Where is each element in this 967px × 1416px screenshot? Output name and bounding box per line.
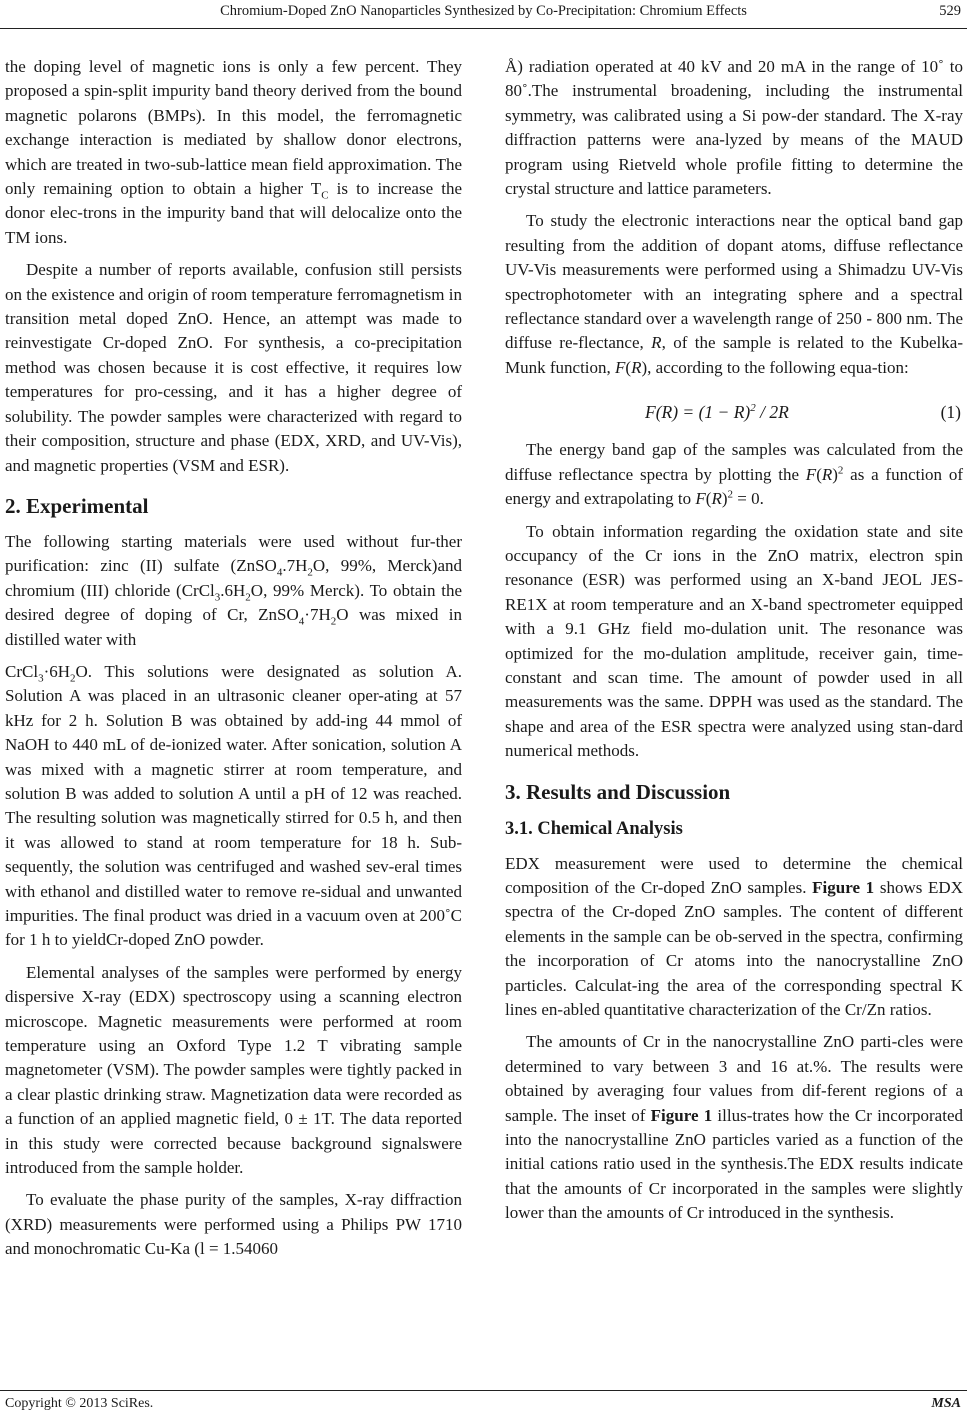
page-number: 529 bbox=[939, 3, 961, 19]
paragraph: To study the electronic interactions near the optical band gap resulting from the addition of dopant atoms, diffuse reflectance UV-Vis measurements were performed using a Shimadzu UV-Vis spectrophotometer with an integrating sphere and a spectral reflectance standard over a wavelength range of 250 - 800 nm. The diffuse re-flectance, R, of the sample is related to the Kubelka-Munk function, F(R), according to the following equa-tion: bbox=[505, 211, 963, 377]
equation-1 bbox=[505, 388, 963, 432]
header-rule bbox=[0, 28, 967, 29]
paragraph: EDX measurement were used to determine the chemical composition of the Cr-doped ZnO samples. Figure 1 shows EDX spectra of the Cr-doped ZnO samples. The content of different elements in the sample can be ob-served in the spectra, confirming the incorporation of Cr atoms into the nanocrystalline ZnO particles. Calculat-ing the area of the corresponding spectral K lines en-abled quantitative characterization of the Cr/Zn ratios. bbox=[505, 853, 963, 1019]
equation-body: $F(R) = (1 - R)^2 / 2R$ bbox=[645, 402, 789, 423]
paragraph: The amounts of Cr in the nanocrystalline ZnO parti-cles were determined to vary between 3 and 16 at.%. The results were obtained by averaging four values from dif-ferent regions of a sample. The inset of Figure 1 illus-trates how the Cr incorporated into the nanocrystalline ZnO particles varied as a function of the initial cations ratio used in the synthesis.The EDX results indicate that the amounts of Cr incorporated in the samples were slightly lower than the amounts of Cr introduced in the synthesis. bbox=[505, 1032, 963, 1223]
paragraph: $CrCl_3\cdot 6H_2O$. This solutions were designated as solution A. Solution A was placed in an ultrasonic cleaner oper-ating at 57 kHz for 2 h. Solution B was obtained by add-ing 44 mmol of NaOH to 440 mL of de-ionized water. After sonication, solution A was mixed with a magnetic stirrer at room temperature, and solution B was added to solution A until a pH of 12 was reached. The resulting solution was magnetically stirred for 0.5 h, and then it was allowed to stand at room temperature for 18 h. Sub-sequently, the solution was centrifuged and washed sev-eral times with ethanol and distilled water to remove re-sidual and unwanted impurities. The final product was dried in a vacuum oven at 200˚C for 1 h to yieldCr-doped ZnO powder. bbox=[5, 661, 462, 950]
paragraph: Å) radiation operated at 40 kV and 20 mA in the range of 10˚ to 80˚.The instrumental broadening, including the instrumental symmetry, was calibrated using a Si pow-der standard. The X-ray diffraction patterns were ana-lyzed by means of the MAUD program using Rietveld whole profile fitting to determine the crystal structure and lattice parameters. bbox=[505, 57, 963, 199]
subsection-heading-chemical-analysis: 3.1. Chemical Analysis bbox=[505, 818, 683, 839]
section-heading-results: 3. Results and Discussion bbox=[505, 779, 731, 804]
figure-reference: Figure 1 bbox=[650, 1105, 713, 1125]
section-heading-experimental: 2. Experimental bbox=[5, 493, 149, 518]
running-header bbox=[0, 0, 967, 30]
paragraph: The energy band gap of the samples was calculated from the diffuse reflectance spectra by plotting the $F(R)^2$ as a function of energy and extrapolating to $F(R)^2 = 0$. bbox=[505, 440, 963, 509]
footer-rule bbox=[0, 1390, 967, 1391]
paragraph: To obtain information regarding the oxidation state and site occupancy of the Cr ions in the ZnO matrix, electron spin resonance (ESR) was performed using an X-band JEOL JES-RE1X at room temperature and an X-band spectrometer equipped with a 9.1 GHz field mo-dulation unit. The resonance was optimized for the mo-dulation amplitude, receiver gain, time-constant and scan time. The amount of powder used in all measurements was the same. DPPH was used as the standard. The shape and area of the ESR spectra were analyzed using stan-dard numerical methods. bbox=[505, 521, 963, 761]
paragraph: The following starting materials were used without fur-ther purification: zinc (II) sulfate ($ZnSO_4.7H_2O$, 99%, Merck)and chromium (III) chloride ($CrCl_3.6H_2O$, 99% Merck). To obtain the desired degree of doping of Cr, $ZnSO_4\cdot 7H_2O$ was mixed in distilled water with bbox=[5, 531, 462, 649]
left-column bbox=[5, 55, 462, 1270]
paragraph: the doping level of magnetic ions is only a few percent. They proposed a spin-split impurity band theory derived from the bound magnetic polarons (BMPs). In this model, the ferromagnetic exchange interaction is mediated by shallow donor electrons, which are treated in two-sub-lattice mean field approximation. The only remaining option to obtain a higher $T_C$ is to increase the donor elec-trons in the impurity band that will delocalize onto the TM ions. bbox=[5, 57, 463, 247]
running-title: Chromium-Doped ZnO Nanoparticles Synthesized by Co-Precipitation: Chromium Effects bbox=[220, 3, 747, 19]
paragraph: Elemental analyses of the samples were performed by energy dispersive X-ray (EDX) spectroscopy using a scanning electron microscope. Magnetic measurements were performed at room temperature using an Oxford Type 1.2 T vibrating sample magnetometer (VSM). The powder samples were tightly packed in a clear plastic drinking straw. Magnetization data were recorded as a function of an applied magnetic field, 0 ± 1T. The data reported in this study were corrected because background signalswere introduced from the sample holder. bbox=[5, 962, 462, 1178]
figure-reference: Figure 1 bbox=[812, 877, 875, 897]
paragraph: To evaluate the phase purity of the samples, X-ray diffraction (XRD) measurements were performed using a Philips PW 1710 and monochromatic Cu-Ka (l = 1.54060 bbox=[5, 1190, 462, 1259]
copyright-notice: Copyright © 2013 SciRes. bbox=[5, 1396, 154, 1411]
journal-name: MSA bbox=[931, 1396, 961, 1411]
right-column bbox=[505, 55, 963, 1234]
equation-number: (1) bbox=[940, 402, 961, 423]
paragraph: Despite a number of reports available, confusion still persists on the existence and origin of room temperature ferromagnetism in transition metal doped ZnO. Hence, an attempt was made to reinvestigate Cr-doped ZnO. For synthesis, a co-precipitation method was chosen because it is cost effective, it requires low temperatures for pro-cessing, and it has a higher degree of solubility. The powder samples were characterized with regard to their composition, structure and phase (EDX, XRD, and UV-Vis), and magnetic properties (VSM and ESR). bbox=[5, 260, 462, 475]
